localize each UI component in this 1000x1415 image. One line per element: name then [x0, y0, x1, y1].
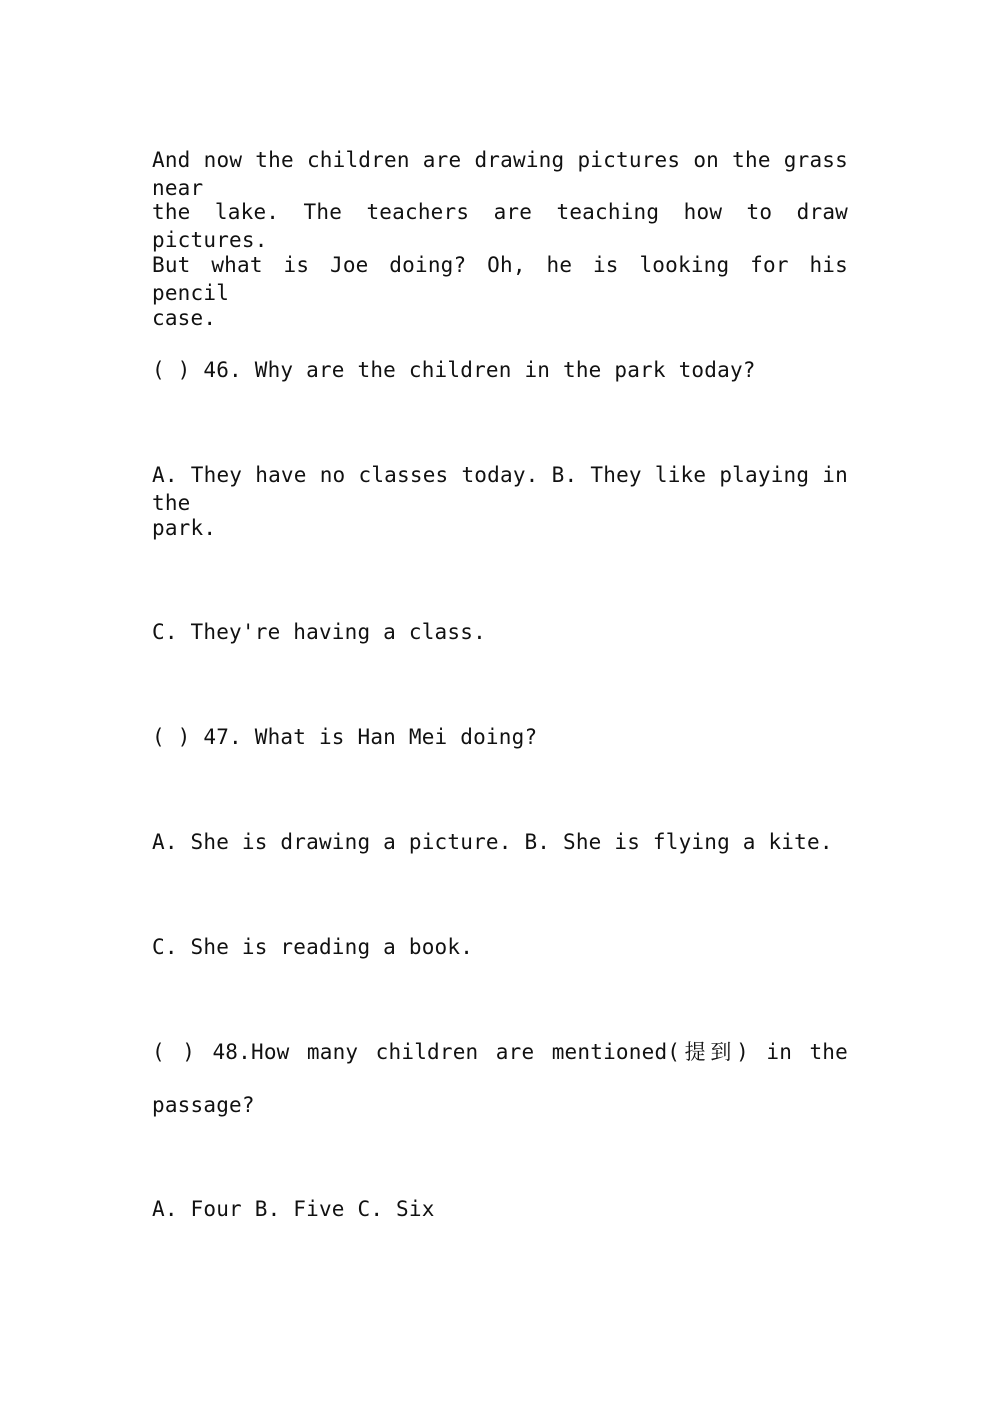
question-48-option-line: A. Four B. Five C. Six	[152, 1197, 435, 1221]
question-47-option-line: C. She is reading a book.	[152, 935, 474, 959]
question-48-stem: ( ) 48.How many children are mentioned(提到) in the	[152, 1040, 848, 1064]
question-46-option-line: park.	[152, 516, 217, 540]
question-46-stem: ( ) 46. Why are the children in the park today?	[152, 358, 756, 382]
passage-line: And now the children are drawing pictures on the grass near	[152, 148, 848, 200]
passage-line: the lake. The teachers are teaching how to draw pictures.	[152, 200, 848, 252]
question-46-option-line: A. They have no classes today. B. They like playing in the	[152, 463, 848, 515]
question-46-option-line: C. They're having a class.	[152, 620, 486, 644]
question-47-stem: ( ) 47. What is Han Mei doing?	[152, 725, 538, 749]
question-48-stem-continued: passage?	[152, 1093, 255, 1117]
passage-line: case.	[152, 306, 217, 330]
passage-line: But what is Joe doing? Oh, he is looking for his pencil	[152, 253, 848, 305]
question-47-option-line: A. She is drawing a picture. B. She is flying a kite.	[152, 830, 833, 854]
